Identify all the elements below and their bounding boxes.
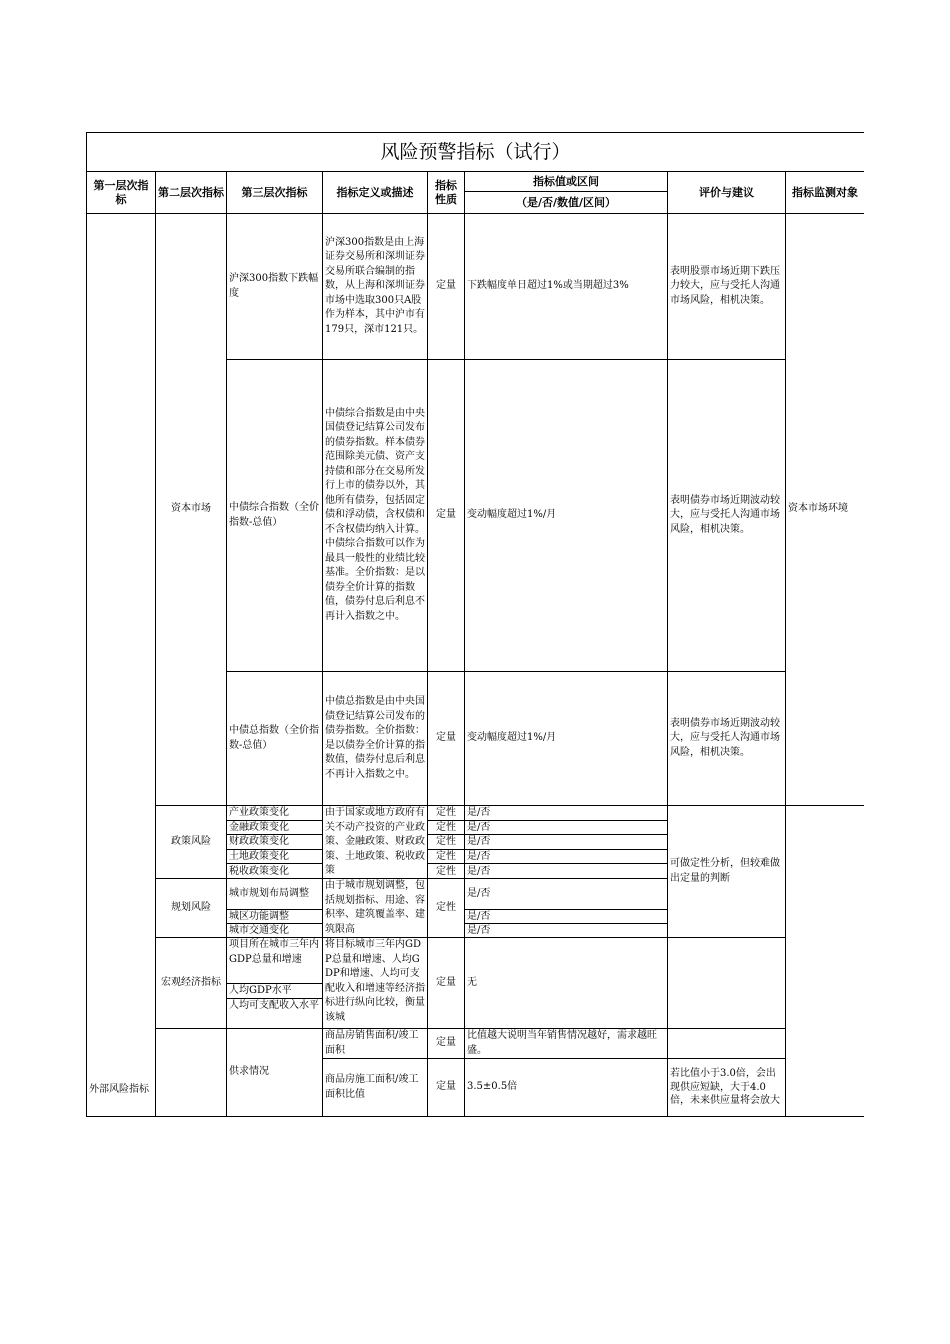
policy-item: 财政政策变化 xyxy=(227,835,323,850)
nature-policy: 定性 xyxy=(428,806,465,821)
macro-item: 项目所在城市三年内GDP总量和增速 xyxy=(227,938,322,984)
policy-item: 土地政策变化 xyxy=(227,849,323,864)
nature-policy: 定性 xyxy=(428,864,465,879)
policy-item: 税收政策变化 xyxy=(227,864,323,879)
header-nature: 指标性质 xyxy=(428,172,465,214)
definition-supply-construction: 商品房施工面积/竣工面积比值 xyxy=(323,1059,428,1117)
evaluation-hs300: 表明股票市场近期下跌压力较大，应与受托人沟通市场风险，相机决策。 xyxy=(668,214,786,360)
header-level2: 第二层次指标 xyxy=(156,172,227,214)
value-policy: 是/否 xyxy=(465,864,668,879)
definition-macro xyxy=(323,938,428,1029)
level2-supply xyxy=(156,1029,227,1117)
risk-warning-table xyxy=(86,132,864,1117)
nature-supply-construction: 定量 xyxy=(428,1059,465,1117)
nature-supply-sales: 定量 xyxy=(428,1029,465,1059)
value-planning: 是/否 xyxy=(465,923,668,937)
header-value-range: 指标值或区间 xyxy=(465,172,668,192)
value-chinabond-total: 变动幅度超过1%/月 xyxy=(465,672,668,806)
nature-macro: 定量 xyxy=(428,938,465,1029)
level2-macro: 宏观经济指标 xyxy=(156,938,227,1029)
level2-capital-market: 资本市场 xyxy=(156,214,227,806)
header-definition: 指标定义或描述 xyxy=(323,172,428,214)
nature-policy: 定性 xyxy=(428,835,465,850)
value-chinabond-composite: 变动幅度超过1%/月 xyxy=(465,360,668,672)
value-planning: 是/否 xyxy=(465,909,668,923)
level1-cell xyxy=(87,214,156,1117)
definition-chinabond-total: 中债总指数是由中央国债登记结算公司发布的债券指数。全价指数：是以债券全价计算的指数值，债券付息后利息不再计入指数之中。 xyxy=(323,672,428,806)
indicator-table-page xyxy=(86,132,864,1118)
nature-hs300: 定量 xyxy=(428,214,465,360)
value-hs300: 下跌幅度单日超过1%或当期超过3% xyxy=(465,214,668,360)
value-policy: 是/否 xyxy=(465,820,668,835)
header-level1: 第一层次指标 xyxy=(87,172,156,214)
macro-items-cell xyxy=(227,938,323,1029)
evaluation-chinabond-composite: 表明债券市场近期波动较大，应与受托人沟通市场风险，相机决策。 xyxy=(668,360,786,672)
header-level3: 第三层次指标 xyxy=(227,172,323,214)
evaluation-supply-sales xyxy=(668,1029,786,1059)
monitor-other xyxy=(786,806,865,1117)
definition-policy-risk-text: 由于国家或地方政府有关不动产投资的产业政策、金融政策、财政政策、土地政策、税收政策 xyxy=(325,807,425,876)
value-policy: 是/否 xyxy=(465,849,668,864)
definition-planning-risk xyxy=(323,879,428,938)
planning-item: 城市交通变化 xyxy=(227,923,323,937)
value-supply-construction: 3.5±0.5倍 xyxy=(465,1059,668,1117)
level3-hs300: 沪深300指数下跌幅度 xyxy=(227,214,323,360)
definition-hs300: 沪深300指数是由上海证券交易所和深圳证券交易所联合编制的指数，从上海和深圳证券市场中选取300只A股作为样本，其中沪市有179只，深市121只。 xyxy=(323,214,428,360)
level3-chinabond-total: 中债总指数（全价指数-总值） xyxy=(227,672,323,806)
level2-planning-risk: 规划风险 xyxy=(156,879,227,938)
definition-planning-risk-text: 由于城市规划调整，包括规划指标、用途、容积率、建筑覆盖率、建筑限高 xyxy=(325,880,425,935)
definition-supply-sales: 商品房销售面积/竣工面积 xyxy=(323,1029,428,1059)
level3-supply: 供求情况 xyxy=(227,1029,323,1117)
definition-chinabond-composite: 中债综合指数是由中央国债登记结算公司发布的债券指数。样本债券范围除美元债、资产支持债和部分在交易所发行上市的债券以外，其他所有债券，包括固定债和浮动债，含权债和不含权债均纳入计算。中债综合指数可以作为最具一般性的业绩比较基准。全价指数：是以债券全价计算的指数值，债券付息后利息不再计入指数之中。 xyxy=(323,360,428,672)
nature-chinabond-total: 定量 xyxy=(428,672,465,806)
header-evaluation: 评价与建议 xyxy=(668,172,786,214)
planning-item: 城区功能调整 xyxy=(227,909,323,923)
nature-planning: 定性 xyxy=(428,879,465,938)
value-planning: 是/否 xyxy=(465,879,668,910)
evaluation-macro xyxy=(668,938,786,1029)
value-policy: 是/否 xyxy=(465,835,668,850)
definition-macro-text: 将目标城市三年内GDP总量和增速、人均GDP和增速、人均可支配收入和增速等经济指标进行纵向比较，衡量该城 xyxy=(325,939,425,1023)
policy-item: 产业政策变化 xyxy=(227,806,323,821)
planning-item: 城市规划布局调整 xyxy=(227,879,323,910)
value-policy: 是/否 xyxy=(465,806,668,821)
macro-item: 人均可支配收入水平 xyxy=(229,1000,319,1011)
evaluation-qualitative: 可做定性分析，但较难做出定量的判断 xyxy=(668,806,786,938)
level1-label: 外部风险指标 xyxy=(89,1084,149,1095)
table-title: 风险预警指标（试行） xyxy=(87,133,865,172)
policy-item: 金融政策变化 xyxy=(227,820,323,835)
definition-policy-risk xyxy=(323,806,428,879)
monitor-capital-market: 资本市场环境 xyxy=(786,214,865,806)
nature-policy: 定性 xyxy=(428,849,465,864)
evaluation-supply-construction: 若比值小于3.0倍，会出现供应短缺，大于4.0倍，未来供应量将会放大 xyxy=(668,1059,786,1117)
nature-chinabond-composite: 定量 xyxy=(428,360,465,672)
nature-policy: 定性 xyxy=(428,820,465,835)
value-supply-sales: 比值越大说明当年销售情况越好，需求越旺盛。 xyxy=(465,1029,668,1059)
evaluation-chinabond-total: 表明债券市场近期波动较大，应与受托人沟通市场风险，相机决策。 xyxy=(668,672,786,806)
header-value-range-sub: （是/否/数值/区间） xyxy=(465,192,668,214)
header-monitor: 指标监测对象 xyxy=(786,172,865,214)
level3-chinabond-composite: 中债综合指数（全价指数-总值） xyxy=(227,360,323,672)
level2-policy-risk: 政策风险 xyxy=(156,806,227,879)
value-macro: 无 xyxy=(465,938,668,1029)
macro-item: 人均GDP水平 xyxy=(227,984,322,999)
